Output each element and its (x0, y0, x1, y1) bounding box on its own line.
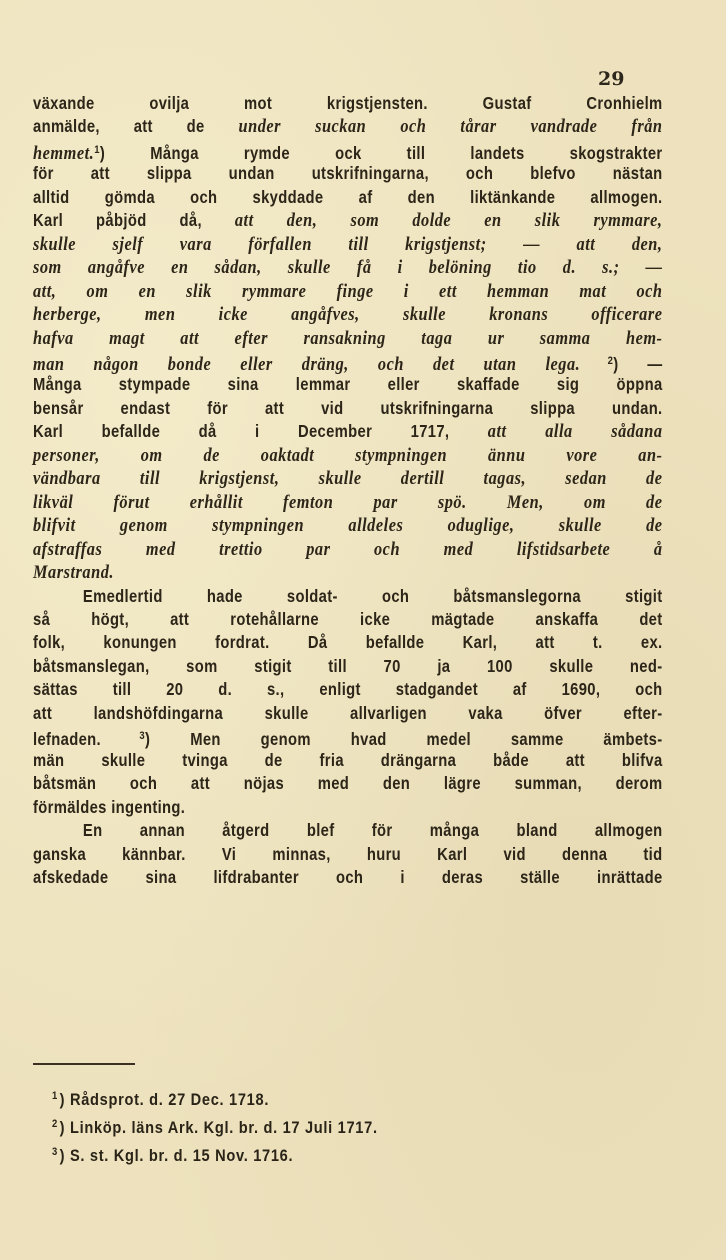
text-line (33, 350, 663, 373)
roman-text: så högt, att rotehållarne icke mägtade anskaffa det (33, 608, 663, 629)
roman-text: män skulle tvinga de fria drängarna både att blifva (33, 749, 663, 770)
italic-text: under suckan och tårar vandrade från (238, 116, 663, 138)
roman-text: Karl befallde då i December 1717, (33, 421, 488, 442)
text-line (33, 92, 663, 115)
text-line (33, 115, 663, 138)
italic-text: man någon bonde eller dräng, och det utan lega. (33, 353, 581, 375)
roman-text: bensår endast för att vid utskrifningarna slippa undan. (33, 397, 663, 418)
footnote-reference: 1 (94, 143, 100, 156)
footnote-text: ) Linköp. läns Ark. Kgl. br. d. 17 Juli 1717. (59, 1118, 378, 1137)
text-line (33, 280, 663, 303)
roman-text: afskedade sina lifdrabanter och i deras ställe inrättade (33, 866, 663, 887)
text-line (33, 491, 663, 514)
italic-text: att, om en slik rymmare finge i ett hemman mat och (33, 280, 663, 302)
roman-text: En annan åtgerd blef för många bland allmogen (82, 820, 663, 841)
text-line (33, 444, 663, 467)
italic-text: hafva magt att efter ransakning taga ur samma hem- (33, 327, 663, 349)
roman-text: båtsmän och att nöjas med den lägre summan, derom (33, 773, 663, 794)
roman-text: Många stympade sina lemmar eller skaffade sig öppna (33, 374, 663, 395)
text-line (33, 866, 663, 889)
footnote-text: ) Rådsprot. d. 27 Dec. 1718. (59, 1090, 270, 1109)
italic-text: skulle sjelf vara förfallen till krigstjenst; — att den, (33, 233, 663, 255)
text-line (33, 585, 663, 608)
text-line (33, 538, 663, 561)
footnotes (52, 1084, 534, 1168)
roman-text: ) Många rymde ock till landets skogstrakter (99, 142, 663, 163)
text-line (33, 631, 663, 654)
text-line (33, 256, 663, 279)
text-line (33, 796, 663, 819)
text-line (33, 514, 663, 537)
roman-text: att landshöfdingarna skulle allvarligen vaka öfver efter- (33, 702, 663, 723)
roman-text: båtsmanslegan, som stigit till 70 ja 100 skulle ned- (33, 655, 663, 676)
footnote-separator-rule (33, 1063, 135, 1065)
roman-text: förmäldes ingenting. (33, 796, 186, 817)
roman-text: folk, konungen fordrat. Då befallde Karl, att t. ex. (33, 632, 663, 653)
text-line (33, 186, 663, 209)
roman-text: anmälde, att de (33, 116, 239, 137)
roman-text: ) — (613, 353, 663, 374)
text-line (33, 139, 663, 162)
italic-text: vändbara till krigstjenst, skulle dertill tagas, sedan de (33, 468, 663, 490)
roman-text: lefnaden. (33, 729, 101, 750)
roman-text: Karl påbjöd då, (33, 210, 235, 231)
footnote-mark: 1 (52, 1090, 58, 1102)
footnote-text: ) S. st. Kgl. br. d. 15 Nov. 1716. (59, 1146, 294, 1165)
page-number: 29 (598, 68, 625, 90)
footnote-mark: 3 (52, 1146, 58, 1158)
italic-text: som angåfve en sådan, skulle få i belöning tio d. s.; — (33, 257, 663, 279)
text-line (33, 725, 663, 748)
roman-text: ganska kännbar. Vi minnas, huru Karl vid denna tid (33, 843, 663, 864)
italic-text: personer, om de oaktadt stympningen ännu vore an- (33, 444, 663, 466)
roman-text: växande ovilja mot krigstjensten. Gustaf Cronhielm (33, 93, 663, 113)
text-line (33, 162, 663, 185)
roman-text: för att slippa undan utskrifningarna, och blefvo nästan (33, 163, 663, 184)
footnote-mark: 2 (52, 1118, 58, 1130)
text-line (33, 655, 663, 678)
italic-text: likväl förut erhållit femton par spö. Men, om de (33, 491, 663, 513)
text-line (33, 819, 663, 842)
text-line (33, 772, 663, 795)
italic-text: att den, som dolde en slik rymmare, (234, 210, 663, 232)
footnote-reference: 2 (580, 354, 614, 367)
text-line (33, 303, 663, 326)
body-text (33, 92, 663, 889)
italic-text: herberge, men icke angåfves, skulle kronans officerare (33, 304, 663, 326)
text-line (33, 467, 663, 490)
roman-text: sättas till 20 d. s., enligt stadgandet af 1690, och (33, 679, 663, 700)
italic-text: Marstrand. (33, 562, 114, 584)
footnote-2 (52, 1112, 534, 1140)
text-line (33, 420, 663, 443)
italic-text: att alla sådana (487, 421, 663, 443)
roman-text: alltid gömda och skyddade af den liktänkande allmogen. (33, 186, 663, 207)
text-line (33, 209, 663, 232)
text-line (33, 702, 663, 725)
italic-text: afstraffas med trettio par och med lifstidsarbete å (33, 538, 663, 560)
text-line (33, 608, 663, 631)
footnote-3 (52, 1140, 534, 1168)
text-line (33, 373, 663, 396)
italic-text: hemmet. (33, 142, 95, 164)
text-line (33, 561, 663, 584)
footnote-reference: 3 (100, 730, 146, 743)
text-line (33, 749, 663, 772)
text-line (33, 397, 663, 420)
footnote-1 (52, 1084, 534, 1112)
text-line (33, 327, 663, 350)
text-line (33, 233, 663, 256)
roman-text: ) Men genom hvad medel samme ämbets- (145, 729, 663, 750)
text-line (33, 678, 663, 701)
text-line (33, 843, 663, 866)
italic-text: blifvit genom stympningen alldeles oduglige, skulle de (33, 515, 663, 537)
roman-text: Emedlertid hade soldat- och båtsmanslegorna stigit (82, 585, 663, 606)
